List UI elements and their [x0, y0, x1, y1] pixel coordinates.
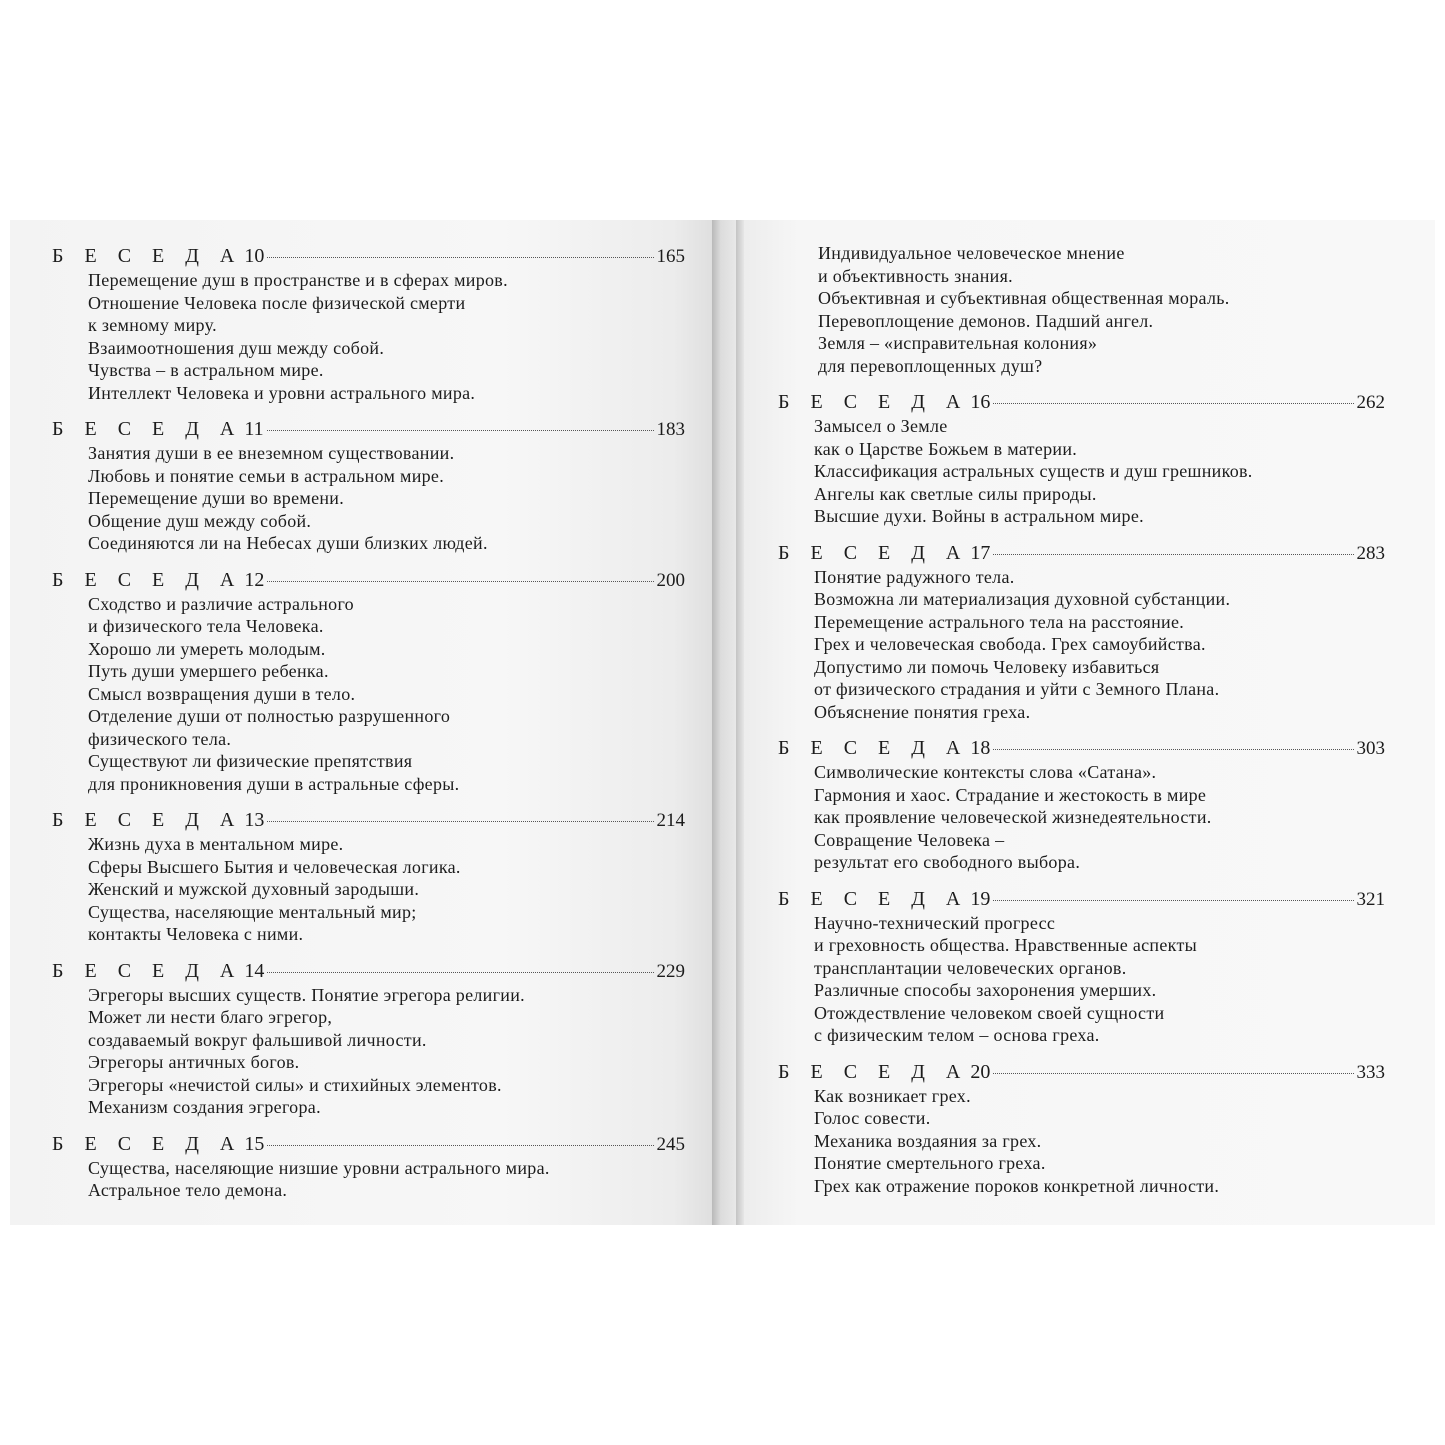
topic-line: Сходство и различие астрального: [88, 593, 354, 614]
topic-line: Отождествление человеком своей сущности: [814, 1002, 1165, 1023]
book-gutter: [736, 220, 744, 1225]
chapter-title: Б Е С Е Д А: [52, 959, 243, 982]
topic-line: Гармония и хаос. Страдание и жестокость в мире: [814, 784, 1207, 805]
topic-line: Ангелы как светлые силы природы.: [814, 483, 1097, 504]
dot-leader: [267, 1145, 653, 1146]
topic-line: Занятия души в ее внеземном существовании.: [88, 443, 455, 463]
topic-line: Существа, населяющие низшие уровни астрального мира.: [88, 1157, 550, 1178]
topic-line: Жизнь духа в ментальном мире.: [88, 834, 344, 854]
chapter-title: Б Е С Е Д А: [52, 418, 243, 440]
chapter-number: 13: [244, 809, 265, 831]
dot-leader: [993, 749, 1353, 750]
toc-entry-heading: [778, 541, 1385, 566]
dot-leader: [993, 900, 1353, 901]
dot-leader: [993, 403, 1353, 404]
chapter-title: Б Е С Е Д А: [52, 245, 243, 267]
page-number: 229: [656, 960, 685, 982]
dot-leader: [993, 554, 1353, 555]
topic-line: Понятие радужного тела.: [814, 566, 1015, 587]
topic-list: [52, 1157, 685, 1202]
page-number: 245: [656, 1133, 685, 1155]
topic-line: Голос совести.: [814, 1108, 931, 1128]
topic-line: как проявление человеческой жизнедеятельности.: [814, 807, 1212, 827]
toc-entry: [52, 959, 685, 1119]
topic-line: Отделение души от полностью разрушенного: [88, 706, 451, 726]
page-number: 165: [656, 246, 685, 267]
chapter-number: 18: [970, 737, 991, 759]
chapter-number: 14: [244, 959, 265, 982]
dot-leader: [267, 430, 654, 431]
topic-line: Земля – «исправительная колония»: [818, 333, 1098, 353]
topic-list: [778, 566, 1385, 724]
topic-line: Научно-технический прогресс: [814, 912, 1056, 933]
topic-line: Как возникает грех.: [814, 1085, 971, 1106]
toc-entry: [52, 808, 685, 946]
topic-line: Сферы Высшего Бытия и человеческая логика.: [88, 856, 461, 877]
topic-line: Путь души умершего ребенка.: [88, 661, 329, 681]
toc-entry: [52, 244, 685, 404]
continuation-lines: [778, 242, 1385, 377]
topic-line: Соединяются ли на Небесах души близких людей.: [88, 533, 488, 553]
topic-line: Совращение Человека –: [814, 829, 1005, 850]
toc-entry-heading: [778, 887, 1385, 912]
dot-leader: [267, 972, 653, 973]
topic-line: Чувства – в астральном мире.: [88, 360, 324, 380]
topic-line: контакты Человека с ними.: [88, 924, 304, 944]
chapter-title: Б Е С Е Д А: [52, 568, 243, 591]
topic-line: Может ли нести благо эгрегор,: [88, 1007, 333, 1027]
chapter-number: 16: [970, 391, 991, 413]
toc-entry-heading: [52, 959, 685, 984]
toc-entry-heading: [52, 1132, 685, 1157]
chapter-number: 15: [244, 1132, 265, 1155]
dot-leader: [267, 581, 653, 582]
toc-entry: [52, 417, 685, 555]
toc-entry: [778, 736, 1385, 874]
chapter-number: 19: [970, 887, 991, 910]
topic-line: Астральное тело демона.: [88, 1180, 288, 1200]
topic-line: Классификация астральных существ и душ грешников.: [814, 461, 1253, 481]
toc-entry: [52, 568, 685, 796]
topic-line: Грех и человеческая свобода. Грех самоубийства.: [814, 634, 1206, 654]
topic-line: Существуют ли физические препятствия: [88, 751, 413, 771]
topic-line: как о Царстве Божьем в материи.: [814, 438, 1078, 459]
dot-leader: [993, 1073, 1353, 1074]
chapter-title: Б Е С Е Д А: [52, 1132, 243, 1155]
topic-line: Высшие духи. Войны в астральном мире.: [814, 506, 1144, 526]
topic-line: трансплантации человеческих органов.: [814, 957, 1127, 978]
topic-line: Возможна ли материализация духовной субстанции.: [814, 589, 1231, 609]
topic-line: Символические контексты слова «Сатана».: [814, 762, 1157, 782]
topic-line: Любовь и понятие семьи в астральном мире.: [88, 465, 445, 486]
page-number: 214: [656, 810, 685, 831]
topic-line: Объективная и субъективная общественная мораль.: [818, 288, 1230, 308]
topic-line: Эгрегоры высших существ. Понятие эгрегора религии.: [88, 984, 525, 1005]
topic-line: Эгрегоры «нечистой силы» и стихийных элементов.: [88, 1074, 502, 1095]
topic-list: [52, 442, 685, 555]
topic-line: и греховность общества. Нравственные аспекты: [814, 935, 1198, 955]
topic-line: с физическим телом – основа греха.: [814, 1025, 1100, 1045]
topic-line: Взаимоотношения душ между собой.: [88, 337, 385, 358]
topic-list: [778, 912, 1385, 1047]
topic-line: для проникновения души в астральные сферы.: [88, 773, 460, 794]
dot-leader: [267, 821, 653, 822]
toc-entry: [778, 887, 1385, 1047]
topic-line: Хорошо ли умереть молодым.: [88, 638, 326, 659]
topic-line: и объективность знания.: [818, 265, 1013, 286]
topic-line: и физического тела Человека.: [88, 616, 324, 636]
toc-entry-heading: [52, 568, 685, 593]
page-number: 200: [656, 569, 685, 591]
chapter-number: 11: [244, 418, 264, 440]
topic-line: Грех как отражение пороков конкретной личности.: [814, 1175, 1220, 1196]
chapter-number: 10: [244, 245, 265, 267]
topic-line: Отношение Человека после физической смерти: [88, 292, 466, 313]
chapter-title: Б Е С Е Д А: [778, 887, 969, 910]
topic-line: Общение душ между собой.: [88, 510, 312, 531]
chapter-number: 12: [244, 568, 265, 591]
toc-entry-heading: [778, 390, 1385, 415]
toc-entry-heading: [778, 736, 1385, 761]
topic-line: Интеллект Человека и уровни астрального мира.: [88, 382, 476, 403]
topic-list: [52, 593, 685, 796]
topic-line: Механика воздаяния за грех.: [814, 1130, 1042, 1151]
topic-list: [52, 269, 685, 404]
topic-line: Перемещение душ в пространстве и в сферах миров.: [88, 270, 508, 290]
topic-list: [52, 984, 685, 1119]
dot-leader: [267, 257, 653, 258]
topic-line: физического тела.: [88, 728, 232, 749]
right-page: [712, 220, 1435, 1225]
toc-entry-heading: [52, 244, 685, 269]
toc-entry: [778, 390, 1385, 528]
toc-entry-heading: [52, 417, 685, 442]
toc-entry: [778, 541, 1385, 724]
topic-line: Эгрегоры античных богов.: [88, 1052, 300, 1072]
chapter-title: Б Е С Е Д А: [778, 1060, 969, 1083]
topic-line: к земному миру.: [88, 315, 217, 335]
topic-line: Перевоплощение демонов. Падший ангел.: [818, 310, 1154, 331]
toc-entry-heading: [778, 1060, 1385, 1085]
topic-line: Женский и мужской духовный зародыши.: [88, 879, 420, 899]
topic-line: от физического страдания и уйти с Земного Плана.: [814, 679, 1220, 699]
topic-line: Смысл возвращения души в тело.: [88, 683, 356, 704]
chapter-title: Б Е С Е Д А: [778, 391, 969, 413]
page-number: 262: [1356, 392, 1385, 413]
page-number: 303: [1356, 738, 1385, 759]
topic-list: [778, 761, 1385, 874]
page-number: 321: [1356, 888, 1385, 910]
topic-line: Механизм создания эгрегора.: [88, 1097, 321, 1117]
chapter-number: 17: [970, 541, 991, 564]
topic-line: Различные способы захоронения умерших.: [814, 980, 1157, 1000]
toc-entry-heading: [52, 808, 685, 833]
topic-list: [778, 1085, 1385, 1198]
topic-line: создаваемый вокруг фальшивой личности.: [88, 1029, 427, 1050]
page-number: 183: [656, 419, 685, 440]
topic-list: [778, 415, 1385, 528]
topic-line: результат его свободного выбора.: [814, 852, 1081, 872]
topic-line: для перевоплощенных душ?: [818, 355, 1043, 376]
toc-entry: [778, 1060, 1385, 1198]
topic-line: Объяснение понятия греха.: [814, 701, 1031, 722]
topic-line: Индивидуальное человеческое мнение: [818, 243, 1125, 263]
topic-line: Существа, населяющие ментальный мир;: [88, 901, 417, 922]
left-page: [10, 220, 715, 1225]
toc-entry: [52, 1132, 685, 1202]
topic-line: Перемещение души во времени.: [88, 488, 345, 508]
topic-line: Замысел о Земле: [814, 416, 948, 436]
page-number: 283: [1356, 542, 1385, 564]
chapter-number: 20: [970, 1060, 991, 1083]
page-number: 333: [1356, 1061, 1385, 1083]
chapter-title: Б Е С Е Д А: [778, 737, 969, 759]
topic-line: Допустимо ли помочь Человеку избавиться: [814, 656, 1160, 677]
topic-list: [52, 833, 685, 946]
chapter-title: Б Е С Е Д А: [52, 809, 243, 831]
topic-line: Понятие смертельного греха.: [814, 1153, 1046, 1173]
topic-line: Перемещение астрального тела на расстояние.: [814, 611, 1185, 632]
chapter-title: Б Е С Е Д А: [778, 541, 969, 564]
